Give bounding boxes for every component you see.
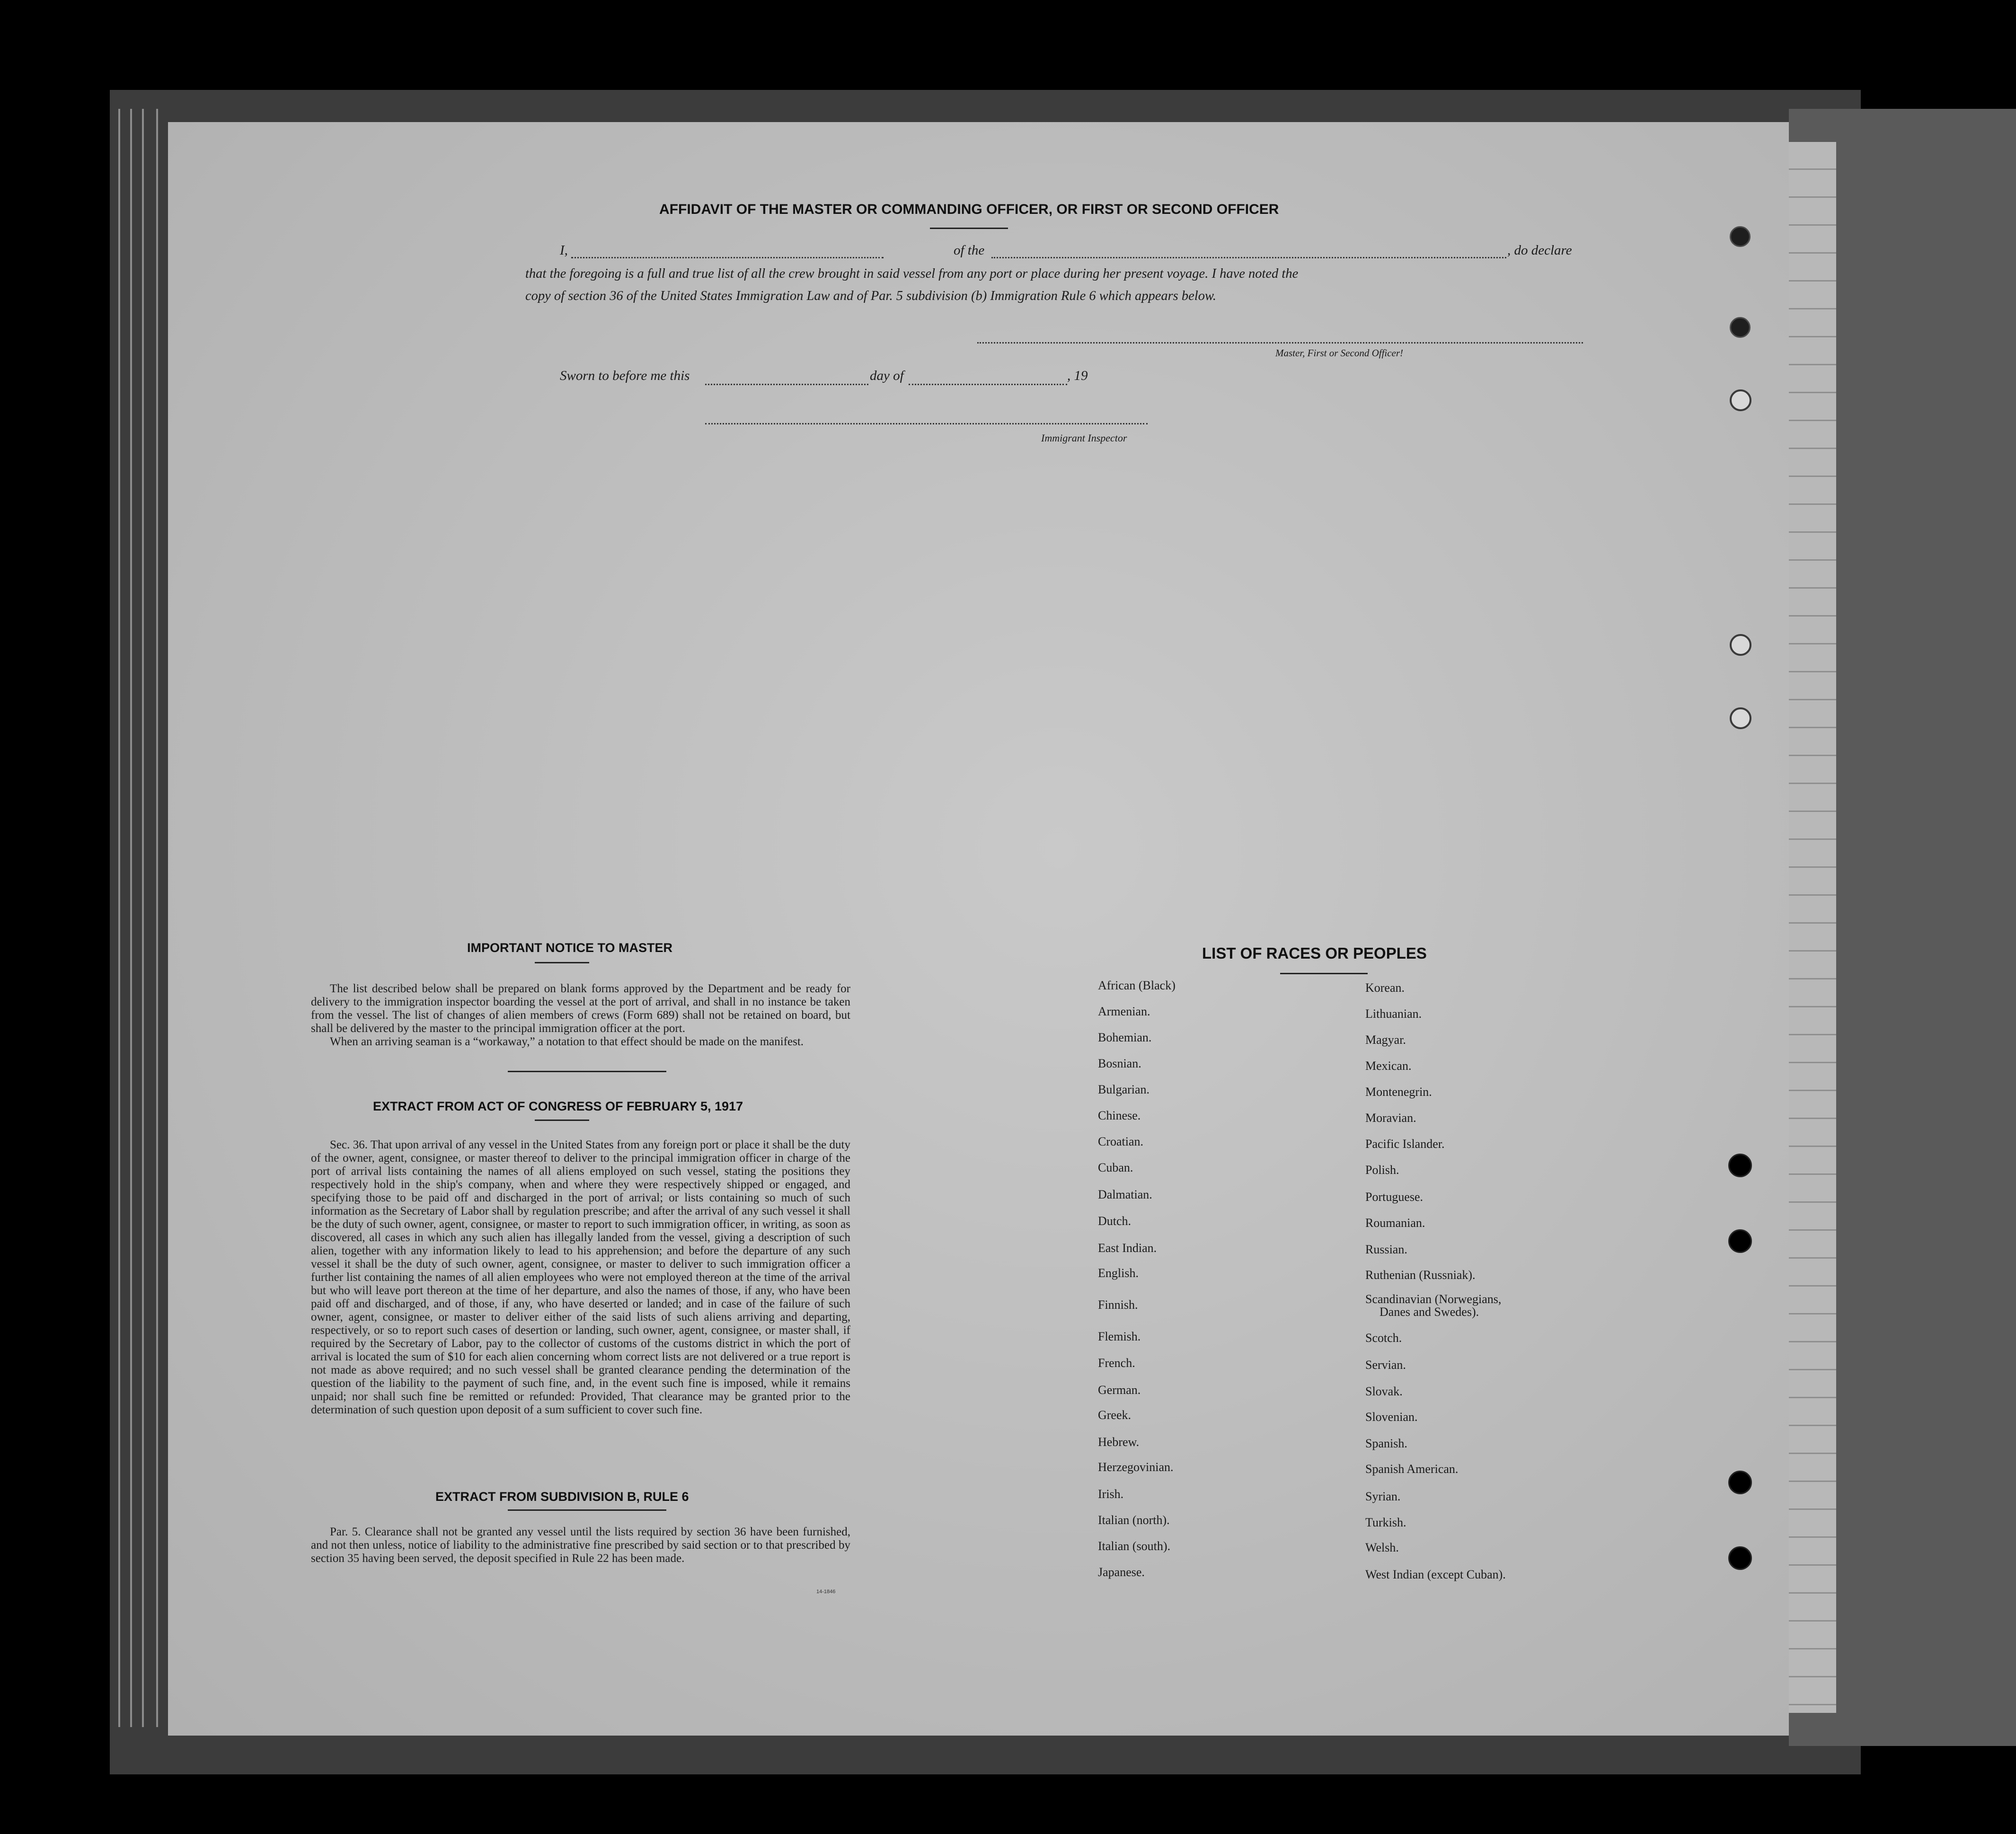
binder-hole [1728,1229,1752,1253]
race-item: Welsh. [1365,1541,1399,1554]
race-item: Spanish American. [1365,1462,1459,1476]
race-item: German. [1098,1383,1141,1397]
race-item: Roumanian. [1365,1216,1425,1230]
race-item: Servian. [1365,1358,1406,1372]
notice-paragraph-2: When an arriving seaman is a “workaway,” a notation to that effect should be made on the manifest. [330,1035,804,1048]
race-item: Finnish. [1098,1298,1138,1312]
race-item: Hebrew. [1098,1435,1140,1449]
race-item: English. [1098,1266,1139,1280]
extract-act-title: EXTRACT FROM ACT OF CONGRESS OF FEBRUARY 5, 1917 [373,1099,743,1113]
race-item: Japanese. [1098,1565,1145,1579]
binder-hole [1728,1546,1752,1570]
race-item: Moravian. [1365,1111,1416,1125]
binder-hole [1728,1154,1752,1177]
vessel-field[interactable] [991,257,1506,258]
title-rule [535,962,589,963]
race-item: Spanish. [1365,1437,1407,1450]
race-item: Greek. [1098,1408,1132,1422]
manifest-page [168,122,1789,1736]
race-item: Turkish. [1365,1516,1406,1529]
sheet-edge [142,109,144,1727]
notice-paragraph-1: The list described below shall be prepared on blank forms approved by the Department and be ready for delivery to the immigration inspector boarding the vessel at the port of arrival, and shall in no instance be taken from the vessel. The list of changes of alien members of crews (Form 689) shall not be retained on board, but shall be delivered by the master to the principal immigration officer at the port. [311,982,850,1035]
binder-hole [1728,1471,1752,1494]
race-item: Italian (north). [1098,1513,1170,1527]
binder-hole [1730,634,1751,656]
affidavit-line1-mid: of the [954,243,985,258]
race-item: East Indian. [1098,1241,1157,1255]
race-item: Irish. [1098,1487,1124,1501]
notice-title: IMPORTANT NOTICE TO MASTER [467,941,672,955]
affidavit-line1-prefix: I, [560,243,568,258]
race-item: Bohemian. [1098,1031,1152,1044]
race-item: Lithuanian. [1365,1007,1422,1021]
officer-signature-caption: Master, First or Second Officer! [1275,347,1404,359]
extract-rule-text: Par. 5. Clearance shall not be granted any vessel until the lists required by section 36 have been furnished, and not then unless, notice of liability to the administrative fine prescribed by said section or to that prescribed by section 35 having been served, the deposit specified in Rule 22 has been made. [311,1525,850,1565]
race-item: Mexican. [1365,1059,1412,1073]
race-item: Montenegrin. [1365,1085,1432,1099]
race-item: French. [1098,1356,1135,1370]
race-item: Herzegovinian. [1098,1460,1174,1474]
race-item: Korean. [1365,981,1405,995]
title-rule [535,1120,589,1121]
section-rule [508,1509,666,1511]
inspector-signature-line[interactable] [705,423,1148,424]
race-item: Slovak. [1365,1384,1403,1398]
race-item: Ruthenian (Russniak). [1365,1268,1476,1282]
sheet-edge [156,109,158,1727]
race-item: Portuguese. [1365,1190,1424,1204]
race-item: Dalmatian. [1098,1188,1152,1201]
race-item: Pacific Islander. [1365,1137,1445,1151]
sworn-mid: day of [870,368,904,383]
sworn-day-field[interactable] [705,384,868,385]
form-code: 14-1846 [816,1589,836,1595]
race-item: Armenian. [1098,1005,1150,1018]
affidavit-title: AFFIDAVIT OF THE MASTER OR COMMANDING OFFICER, OR FIRST OR SECOND OFFICER [659,202,1279,217]
binder-hole [1730,226,1751,247]
title-rule [1280,973,1368,974]
sworn-prefix: Sworn to before me this [560,368,690,383]
race-item: Dutch. [1098,1214,1132,1228]
affidavit-body-line2: that the foregoing is a full and true list of all the crew brought in said vessel from any port or place during her present voyage. I have noted the [525,266,1299,281]
title-rule [930,228,1008,229]
race-item: West Indian (except Cuban). [1365,1568,1506,1581]
race-item: Chinese. [1098,1109,1141,1122]
race-item: Russian. [1365,1243,1407,1256]
races-title: LIST OF RACES OR PEOPLES [1202,944,1427,962]
binder-hole [1730,317,1751,338]
race-item: Bulgarian. [1098,1083,1150,1096]
sworn-year: , 19 [1067,368,1088,383]
section-rule [508,1071,666,1072]
race-item: African (Black) [1098,979,1176,992]
race-item: Magyar. [1365,1033,1406,1047]
race-item: Cuban. [1098,1161,1133,1174]
race-item: Scandinavian (Norwegians, [1365,1292,1502,1306]
extract-act-text: Sec. 36. That upon arrival of any vessel in the United States from any foreign port or place it shall be the duty of the owner, agent, consignee, or master thereof to deliver to the principal immigration officer in charge of the port of arrival lists containing the names of all aliens employed on such vessel, stating the positions they respectively hold in the ship's company, when and where they were respectively shipped or engaged, and specifying those to be paid off and discharged in the port of arrival; or lists containing so much of such information as the Secretary of Labor shall by regulation prescribe; and after the arrival of any such vessel it shall be the duty of such owner, agent, consignee, or master to report to such immigration officer, in writing, as soon as discovered, all cases in which any such alien has illegally landed from the vessel, giving a description of such alien, together with any information likely to lead to his apprehension; and before the departure of any such vessel it shall be the duty of such owner, agent, consignee, or master to deliver to such immigration officer a further list containing the names of all alien employees who were not employed thereon at the time of the arrival but who will leave port thereon at the time of her departure, and also the names of those, if any, who have been paid off and discharged, and of those, if any, who have deserted or landed; and in case of the failure of such owner, agent, consignee, or master to deliver either of the said lists of such aliens arriving and departing, respectively, or so to report such cases of desertion or landing, such owner, agent, consignee, or master shall, if required by the Secretary of Labor, pay to the collector of customs of the customs district in which the port of arrival is located the sum of $10 for each alien concerning whom correct lists are not delivered or a true report is not made as above required; and no such vessel shall be granted clearance pending the determination of the question of the liability to the payment of such fine, and, in the event such fine is imposed, while it remains unpaid; nor shall such fine be remitted or refunded: Provided, That clearance may be granted prior to the determination of such question upon deposit of a sum sufficient to cover such fine. [311,1138,850,1416]
extract-rule-title: EXTRACT FROM SUBDIVISION B, RULE 6 [435,1490,689,1504]
binder-hole [1730,389,1751,411]
race-item: Polish. [1365,1163,1399,1177]
race-item: Flemish. [1098,1330,1141,1343]
sworn-month-field[interactable] [909,384,1067,385]
race-item: Slovenian. [1365,1410,1418,1424]
race-item: Syrian. [1365,1490,1401,1503]
affidavit-body-line3: copy of section 36 of the United States Immigration Law and of Par. 5 subdivision (b) Immigration Rule 6 which appears below. [525,289,1216,303]
race-item: Bosnian. [1098,1057,1141,1070]
name-field[interactable] [571,257,884,258]
sheet-edge [118,109,120,1727]
inspector-caption: Immigrant Inspector [1041,432,1127,444]
officer-signature-line[interactable] [977,342,1583,344]
sheet-edge [130,109,132,1727]
binder-hole [1730,707,1751,729]
race-item: Italian (south). [1098,1539,1171,1553]
race-item: Croatian. [1098,1135,1144,1148]
race-item: Scotch. [1365,1331,1402,1345]
race-item: Danes and Swedes). [1379,1305,1479,1319]
affidavit-line1-suffix: , do declare [1507,243,1572,258]
